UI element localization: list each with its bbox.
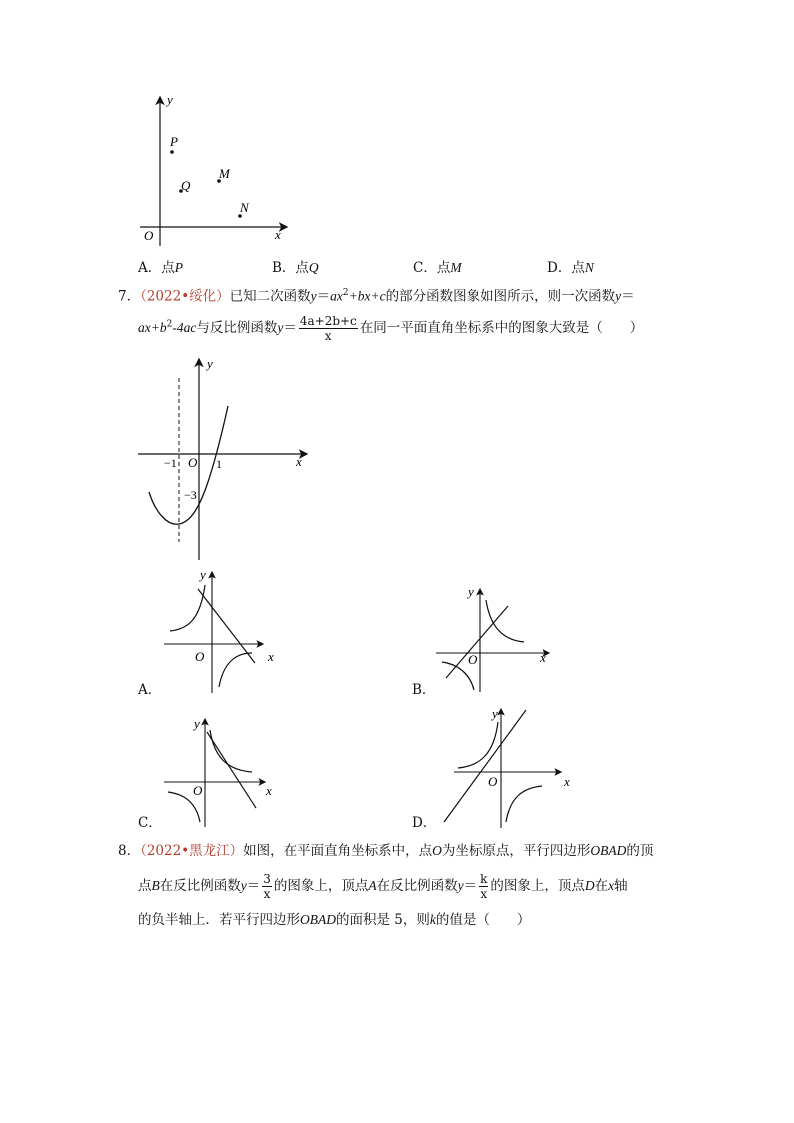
text: 的负半轴上．若平行四边形 xyxy=(138,912,300,928)
origin-label: O xyxy=(488,774,498,789)
text: 的面积是 5，则 xyxy=(336,912,430,928)
var: OBAD xyxy=(590,843,627,858)
point-q-label: Q xyxy=(181,178,191,193)
source-bracket: （ xyxy=(140,288,147,305)
source-bracket: （ xyxy=(140,843,147,859)
y-axis-label: y xyxy=(200,567,206,582)
origin-label: O xyxy=(188,455,198,470)
q7-option-a-label[interactable]: A． xyxy=(138,682,162,698)
var-y: y xyxy=(615,288,622,304)
text: 与反比例函数 xyxy=(196,320,278,336)
equals: ＝ xyxy=(463,878,478,894)
var: OBAD xyxy=(300,912,336,927)
option-letter: B． xyxy=(272,260,296,276)
option-var: P xyxy=(174,260,183,275)
q6-option-c[interactable] xyxy=(413,261,462,276)
x-axis-label: x xyxy=(268,649,274,664)
option-letter: C． xyxy=(413,260,437,276)
option-prefix: 点 xyxy=(161,260,175,276)
parabola-figure xyxy=(136,356,316,566)
point-m-label: M xyxy=(219,166,230,181)
text: 为坐标原点，平行四边形 xyxy=(441,843,591,859)
option-prefix: 点 xyxy=(436,260,451,276)
fraction xyxy=(262,872,272,901)
question-number: 7． xyxy=(118,288,141,305)
hyperbola-branch-lower xyxy=(219,653,252,687)
q7-option-d-graph[interactable] xyxy=(438,702,578,832)
text: 的顶 xyxy=(626,843,654,859)
var: O xyxy=(432,843,442,858)
q7-option-c-graph[interactable] xyxy=(160,712,280,832)
var-y: y xyxy=(277,320,284,335)
q6-option-a[interactable] xyxy=(138,261,183,276)
lin-term: -4ac xyxy=(172,320,197,335)
option-prefix: 点 xyxy=(571,260,585,276)
option-prefix: 点 xyxy=(295,260,309,276)
x-axis-label: x xyxy=(564,774,570,789)
text: 的部分函数图象如图所示，则一次函数 xyxy=(385,288,616,305)
fraction-numerator: 3 xyxy=(263,872,271,886)
option-letter: D． xyxy=(547,260,572,276)
fraction xyxy=(479,872,488,901)
point-n-label: N xyxy=(240,200,249,215)
hyperbola-branch-lower xyxy=(506,786,542,822)
q7-option-b-label[interactable]: B． xyxy=(412,682,436,698)
source-bracket: ） xyxy=(229,843,244,859)
origin-label: O xyxy=(468,652,478,667)
var: A xyxy=(368,878,377,893)
text: 的值是（ ） xyxy=(435,912,531,928)
q7-option-d-label[interactable]: D． xyxy=(412,815,437,831)
hyperbola-branch-upper xyxy=(210,730,252,772)
line-graph xyxy=(207,732,256,808)
question-source: 2022•黑龙江 xyxy=(146,843,230,859)
tick-neg-one: −1 xyxy=(164,456,177,470)
text: 轴 xyxy=(614,878,628,894)
fraction-denominator: x xyxy=(324,329,332,343)
exponent: 2 xyxy=(342,288,349,298)
text: 的图象上，顶点 xyxy=(490,878,585,894)
hyperbola-branch-upper xyxy=(458,722,498,768)
x-axis-label: x xyxy=(540,650,546,665)
q7-line-1 xyxy=(118,289,635,304)
var: D xyxy=(584,878,595,893)
q8-line-2 xyxy=(138,872,628,901)
y-axis-label: y xyxy=(167,92,173,107)
point-p xyxy=(170,150,174,154)
equals: ＝ xyxy=(246,878,261,894)
text: 点 xyxy=(138,878,152,894)
var-y: y xyxy=(310,288,317,304)
tick-neg-three: −3 xyxy=(184,488,197,502)
q8-line-3 xyxy=(138,913,530,928)
lin-term: ax+b xyxy=(138,320,167,335)
y-axis-label: y xyxy=(492,706,498,721)
option-var: Q xyxy=(308,260,319,275)
x-axis-label: x xyxy=(266,783,272,798)
origin-label: O xyxy=(195,649,205,664)
quad-term: ax xyxy=(330,288,343,304)
text: 如图，在平面直角坐标系中，点 xyxy=(243,843,433,859)
text: 在反比例函数 xyxy=(376,878,458,894)
q7-option-b-graph[interactable] xyxy=(432,582,557,697)
line-graph xyxy=(198,589,255,663)
fraction xyxy=(299,314,358,343)
var-y: y xyxy=(457,878,464,893)
x-axis-label: x xyxy=(275,227,281,242)
q7-line-2 xyxy=(138,314,643,343)
text: 在 xyxy=(594,878,609,894)
var: k xyxy=(429,912,436,927)
q8-line-1 xyxy=(118,844,653,859)
fraction-numerator: 4a+2b+c xyxy=(299,314,357,328)
question-source: 2022•绥化 xyxy=(146,288,217,305)
option-letter: A． xyxy=(138,260,162,276)
text: 在反比例函数 xyxy=(159,878,241,894)
fraction-numerator: k xyxy=(480,872,488,886)
line-graph xyxy=(446,606,508,678)
point-p-label: P xyxy=(170,134,178,149)
var-y: y xyxy=(240,878,247,893)
y-axis-label: y xyxy=(207,356,213,371)
option-var: N xyxy=(584,260,594,275)
question-number: 8． xyxy=(118,843,141,859)
option-var: M xyxy=(450,260,462,275)
exponent: 2 xyxy=(166,319,173,330)
y-axis-label: y xyxy=(194,716,200,731)
equals: ＝ xyxy=(283,320,297,336)
var: x xyxy=(608,878,615,893)
text: 的图象上，顶点 xyxy=(273,878,369,894)
hyperbola-branch-upper xyxy=(486,600,524,642)
equals: ＝ xyxy=(621,288,635,305)
fraction-denominator: x xyxy=(480,887,488,901)
quad-term: +bx+c xyxy=(348,288,386,304)
x-axis-label: x xyxy=(296,454,302,469)
q7-option-c-label[interactable]: C． xyxy=(138,815,162,831)
points-figure xyxy=(130,88,300,248)
text: 已知二次函数 xyxy=(229,288,311,305)
q6-option-d[interactable] xyxy=(547,261,594,276)
origin-label: O xyxy=(144,228,154,243)
text: 在同一平面直角坐标系中的图象大致是（ ） xyxy=(359,320,644,336)
q6-option-b[interactable] xyxy=(272,261,319,276)
origin-label: O xyxy=(193,783,203,798)
equals: ＝ xyxy=(316,288,331,305)
var: B xyxy=(151,878,160,893)
y-axis-label: y xyxy=(468,584,474,599)
q7-option-a-graph[interactable] xyxy=(160,565,280,695)
line-graph xyxy=(444,710,526,822)
tick-one: 1 xyxy=(216,457,222,471)
fraction-denominator: x xyxy=(263,887,271,901)
source-bracket: ） xyxy=(216,288,230,305)
